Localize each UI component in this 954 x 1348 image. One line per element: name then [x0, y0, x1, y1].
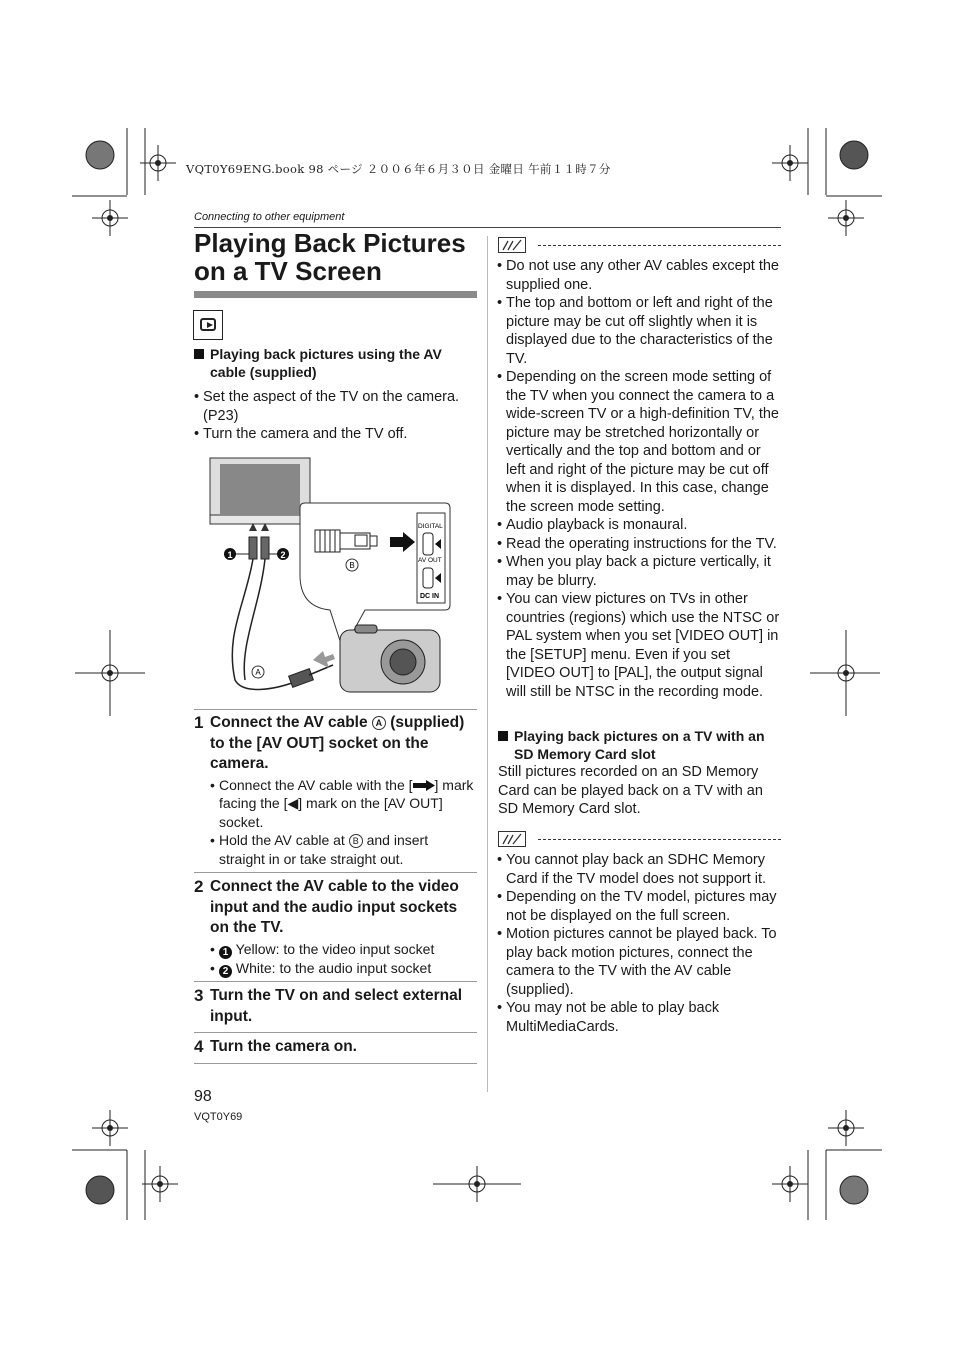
step-3 — [194, 986, 477, 1027]
tv-illustration — [210, 458, 310, 524]
title-underbar — [194, 291, 477, 298]
square-bullet-icon — [194, 349, 204, 359]
step-rule — [194, 1063, 477, 1064]
label-b: B — [349, 561, 355, 570]
mark-one: 1 — [219, 946, 232, 959]
list-item: • Connect the AV cable with the [ ] mark facing the [◀] mark on the [AV OUT] socket. — [210, 776, 477, 832]
step-1 — [194, 713, 477, 868]
page-number: 98 — [194, 1088, 212, 1105]
step-heading: Turn the camera on. — [210, 1038, 357, 1055]
list-item: • Do not use any other AV cables except the supplied one. — [497, 257, 782, 294]
step-rule — [194, 1032, 477, 1033]
list-item: • The top and bottom or left and right of the picture may be cut off slightly when it is displayed due to the characteristics of the TV. — [497, 294, 782, 368]
connection-diagram — [205, 455, 455, 705]
notes-list-2 — [497, 851, 782, 1036]
step-4 — [194, 1037, 477, 1058]
label-one: 1 — [227, 550, 233, 560]
step-number: 4 — [194, 1037, 204, 1056]
prep-bullets — [194, 388, 477, 444]
step-subbullets — [210, 940, 477, 978]
list-item: • Hold the AV cable at B and insert straight in or take straight out. — [210, 831, 477, 868]
step-rule — [194, 872, 477, 873]
title-line-2: on a TV Screen — [194, 256, 382, 286]
step-2 — [194, 877, 477, 978]
model-code: VQT0Y69 — [194, 1111, 243, 1123]
square-bullet-icon — [498, 731, 508, 741]
mark-b: B — [349, 834, 363, 848]
list-item: • You can view pictures on TVs in other countries (regions) which use the NTSC or PAL system when you set [VIDEO OUT] in the [SETUP] menu. Even if you set [VIDEO OUT] to [PAL], the output signal will still be NTSC in the recording mode. — [497, 590, 782, 701]
notes-list-1 — [497, 257, 782, 701]
av-cable-subheading — [194, 345, 477, 381]
subheading-text: Playing back pictures on a TV with an SD Memory Card slot — [514, 728, 765, 762]
sd-card-paragraph: Still pictures recorded on an SD Memory Card can be played back on a TV with an SD Memory Card slot. — [498, 764, 763, 817]
note-divider — [538, 245, 781, 246]
label-digital: DIGITAL — [418, 523, 443, 530]
subheading-text: Playing back pictures using the AV cable (supplied) — [210, 346, 442, 380]
list-item: • Motion pictures cannot be played back. To play back motion pictures, connect the camera to the TV with the AV cable (supplied). — [497, 925, 782, 999]
list-item: • Depending on the TV model, pictures may not be displayed on the full screen. — [497, 888, 782, 925]
sd-card-subheading — [498, 727, 782, 763]
print-header: VQT0Y69ENG.book 98 ページ ２００６年６月３０日 金曜日 午前１１時７分 — [186, 162, 611, 176]
step-number: 2 — [194, 877, 204, 896]
list-item: • Read the operating instructions for the TV. — [497, 535, 782, 554]
step-number: 1 — [194, 713, 204, 732]
note-divider — [538, 839, 781, 840]
list-item: • 1 Yellow: to the video input socket — [210, 940, 477, 959]
page-title — [194, 229, 494, 285]
step-rule — [194, 709, 477, 710]
title-line-1: Playing Back Pictures — [194, 228, 466, 258]
list-item: • When you play back a picture vertically, it may be blurry. — [497, 553, 782, 590]
section-label: Connecting to other equipment — [194, 211, 345, 223]
playback-mode-icon — [193, 310, 223, 340]
list-item: • Depending on the screen mode setting of the TV when you connect the camera to a wide-screen TV or a high-definition TV, the picture may be stretched horizontally or vertically and the top and bottom and or left and right of the picture may be cut off when it is displayed. In this case, change the screen mode setting. — [497, 368, 782, 516]
step-heading: Connect the AV cable A (supplied) to the [AV OUT] socket on the camera. — [210, 714, 465, 772]
camera-illustration — [340, 625, 440, 692]
step-heading: Connect the AV cable to the video input and the audio input sockets on the TV. — [210, 878, 459, 936]
list-item: • 2 White: to the audio input socket — [210, 959, 477, 978]
step-heading: Turn the TV on and select external input. — [210, 987, 463, 1025]
step-number: 3 — [194, 986, 204, 1005]
label-two: 2 — [280, 550, 286, 560]
list-item: • Turn the camera and the TV off. — [194, 425, 477, 444]
list-item: • Set the aspect of the TV on the camera. (P23) — [194, 388, 477, 425]
note-icon — [498, 237, 526, 253]
column-divider — [487, 236, 488, 1092]
list-item: • Audio playback is monaural. — [497, 516, 782, 535]
note-icon — [498, 831, 526, 847]
step-subbullets — [210, 776, 477, 869]
mark-two: 2 — [219, 965, 232, 978]
list-item: • You cannot play back an SDHC Memory Card if the TV model does not support it. — [497, 851, 782, 888]
step-rule — [194, 981, 477, 982]
label-a: A — [255, 668, 261, 677]
mark-a: A — [372, 716, 386, 730]
label-dc-in: DC IN — [420, 593, 440, 600]
arrow-mark-icon — [413, 780, 435, 791]
label-av-out: AV OUT — [418, 557, 442, 564]
list-item: • You may not be able to play back MultiMediaCards. — [497, 999, 782, 1036]
